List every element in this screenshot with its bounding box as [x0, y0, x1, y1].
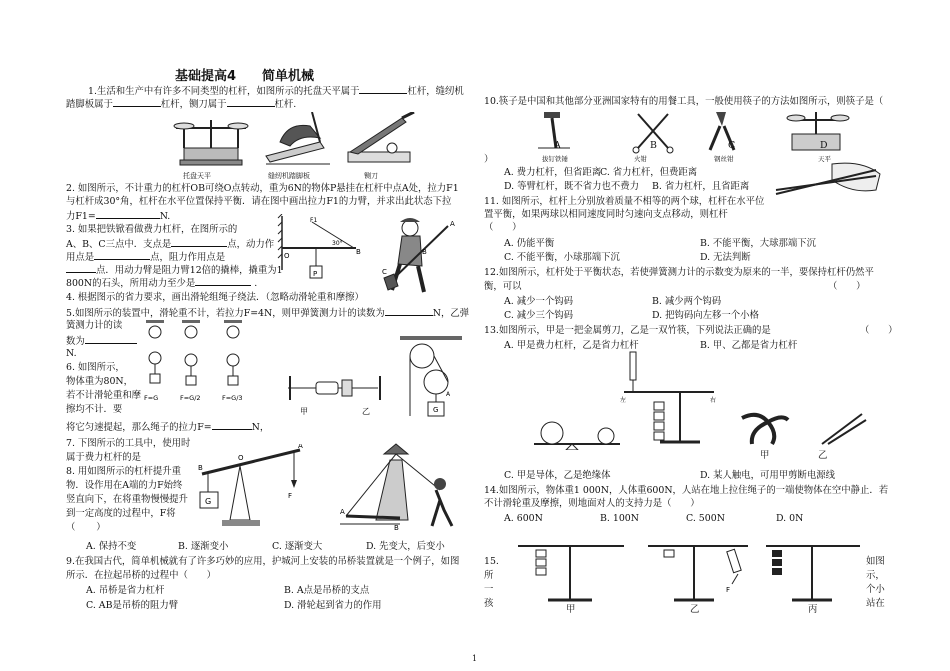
q10-option-a: A. 费力杠杆，但省距离	[504, 167, 602, 178]
caption-scale: 天平	[818, 155, 831, 163]
q12-paren: （ ）	[828, 281, 866, 292]
q5-line1: 5.如图所示的装置中，滑轮重不计，若拉力F=4N，则甲弹簧测力计的读数为 N，乙弹	[66, 308, 470, 319]
q9-line2: 所示．在拉起吊桥的过程中（ ）	[66, 570, 217, 581]
label-b: B	[356, 248, 361, 256]
label-jia: 甲	[300, 407, 308, 416]
label-yi: 乙	[362, 407, 370, 416]
pulley-set-1	[146, 320, 164, 383]
q12-option-b: B. 减少两个钩码	[652, 296, 722, 307]
q8-line5: （ ）	[66, 522, 106, 533]
scale-figure	[787, 112, 849, 150]
label-b: B	[422, 248, 427, 256]
q9-option-c: C. AB是吊桥的阻力臂	[86, 600, 179, 611]
q10-option-d: D. 等臂杠杆，既不省力也不费力	[504, 181, 640, 192]
q8-line2: 物．设作用在A端的力F始终	[66, 480, 183, 491]
q15-left-1: 15.	[484, 556, 499, 567]
q8-lever-figure	[196, 444, 308, 530]
lever-jia	[518, 546, 624, 600]
q15-left-2: 所	[484, 570, 494, 581]
caption-balance: 托盘天平	[183, 172, 211, 180]
q3-shovel-figure	[382, 214, 470, 298]
q14-option-d: D. 0N	[776, 513, 804, 524]
letter-a: A	[554, 140, 561, 151]
label-a: A	[450, 220, 455, 228]
q7-line1: 7. 下图所示的工具中，使用时	[66, 438, 191, 449]
q8-option-b: B. 逐渐变小	[178, 541, 229, 552]
page-title: 基础提高4 简单机械	[175, 69, 315, 84]
q12-lever-figure	[620, 348, 720, 452]
q4-pulley-figures	[140, 320, 260, 406]
q14-line2: 不计滑轮重及摩擦，则地面对人的支持力是（ ）	[484, 498, 700, 509]
q12-option-d: D. 把钩码向左移一个小格	[652, 310, 759, 321]
q10-close-paren: ）	[484, 154, 494, 165]
label-right: 右	[710, 397, 717, 404]
caption-guillotine: 铡刀	[364, 172, 378, 180]
pulley-label-2: F=G/2	[180, 394, 201, 402]
label-yi: 乙	[818, 450, 828, 461]
q6-line4: 擦均不计．要	[66, 404, 123, 415]
q10-option-c: C. 省力杠杆，但费距离	[600, 167, 698, 178]
label-angle: 30°	[332, 240, 343, 247]
q10-option-b: B. 省力杠杆，且省距离	[652, 181, 750, 192]
q11-line1: 11. 如图所示，杠杆上分别放着质量不相等的两个球，杠杆在水平位	[484, 196, 765, 207]
q14-option-c: C. 500N	[686, 513, 725, 524]
q5-spring-scale-figure	[286, 376, 386, 418]
q2-line1: 2. 如图所示，不计重力的杠杆OB可绕O点转动，重为6N的物体P悬挂在杠杆中点A处，拉力F1	[66, 183, 459, 194]
chopsticks-hand-figure	[772, 160, 884, 198]
q3-line1: 3. 如果把铁锨看做费力杠杆，在图所示的	[66, 224, 238, 235]
q12-line1: 12.如图所示，杠杆处于平衡状态，若使弹簧测力计的示数变为原来的一半，要保持杠杆仍然平	[484, 267, 874, 278]
label-a: A	[340, 508, 345, 516]
q2-line2: 与杠杆成30°角，杠杆在水平位置保持平衡．请在图中画出拉力F1的力臂，并求出此状态下拉	[66, 196, 452, 207]
label-o: O	[284, 252, 290, 260]
q10-tool-figures	[530, 108, 860, 154]
sewing-pedal-figure	[266, 112, 330, 164]
q4-text: 4. 根据图示的省力要求，画出滑轮组绳子绕法．（忽略动滑轮重和摩擦）	[66, 292, 364, 303]
q13-option-b: B. 甲、乙都是省力杠杆	[700, 340, 798, 351]
balance-figure	[174, 120, 248, 165]
q5-line3: 数为	[66, 334, 137, 348]
q3-line5: 800N的石头，所用动力至少是 .	[66, 278, 258, 289]
letter-d: D	[820, 140, 828, 151]
q13-option-d: D. 某人触电，可用甲剪断电源线	[700, 470, 836, 481]
caption-tongs: 火钳	[634, 155, 647, 163]
q6-line1: 6. 如图所示，	[66, 362, 125, 373]
letter-c: C	[728, 140, 736, 151]
q8-option-d: D. 先变大，后变小	[366, 541, 445, 552]
q8-option-c: C. 逐渐变大	[272, 541, 323, 552]
caption-hammer: 拔钉铁锤	[542, 155, 568, 163]
label-c: C	[382, 268, 387, 276]
label-o: O	[238, 454, 244, 462]
q15-left-4: 孩	[484, 598, 494, 609]
q8-line1: 8. 用如图所示的杠杆提升重	[66, 466, 182, 477]
pulley-set-2	[182, 320, 200, 385]
letter-b: B	[650, 140, 657, 151]
q11-option-a: A. 仍能平衡	[504, 238, 555, 249]
q6-line2: 物体重为80N，	[66, 376, 134, 387]
label-g: G	[433, 406, 439, 414]
lever-yi	[648, 546, 748, 600]
q6-line3: 若不计滑轮重和摩	[66, 390, 142, 401]
q11-option-c: C. 不能平衡，小球那端下沉	[504, 252, 620, 263]
caption-bing: 丙	[808, 604, 818, 615]
q10-line1: 10.筷子是中国和其他部分亚洲国家特有的用餐工具，一般使用筷子的方法如图所示，则筷子是（	[484, 96, 884, 107]
label-f: F	[726, 586, 731, 594]
q5-line2: 簧测力计的读	[66, 320, 123, 331]
q1-line1: 1.生活和生产中有许多不同类型的杠杆，如图所示的托盘天平属于 杠杆，缝纫机	[88, 86, 464, 97]
caption-yi: 乙	[690, 604, 700, 615]
q13-paren: （ ）	[860, 325, 898, 336]
q14-line1: 14.如图所示，物体重1 000N，人体重600N，人站在地上拉住绳子的一端使物体在空中静止．若	[484, 485, 889, 496]
caption-jia: 甲	[566, 604, 576, 615]
pulley-label-3: F=G/3	[222, 394, 243, 402]
q13-line1: 13.如图所示，甲是一把金属剪刀，乙是一双竹筷，下列说法正确的是	[484, 325, 771, 336]
q9-line1: 9.在我国古代，简单机械就有了许多巧妙的应用，护城河上安装的吊桥装置就是一个例子，如图	[66, 556, 460, 567]
q8-line4: 到一定高度的过程中，F将	[66, 508, 176, 519]
q14-option-b: B. 100N	[600, 513, 639, 524]
pulley-label-1: F=G	[144, 394, 159, 402]
q13-scissors-chopsticks-figure	[738, 410, 868, 446]
q9-drawbridge-figure	[340, 440, 468, 530]
guillotine-figure	[348, 112, 414, 162]
q15-left-3: 一	[484, 584, 494, 595]
q12-line2: 衡，可以	[484, 281, 522, 292]
q15-right-1: 如图	[866, 556, 885, 567]
page-number: 1	[472, 654, 478, 663]
q11-line2: 置平衡，如果两球以相同速度同时匀速向支点移动，则杠杆	[484, 209, 728, 220]
pulley-set-3	[224, 320, 242, 385]
q15-right-2: 示，	[866, 570, 885, 581]
q5-line4: N.	[66, 348, 77, 359]
label-jia: 甲	[760, 450, 770, 461]
q1-figures	[170, 112, 420, 178]
q1-line2: 踏脚板属于 杠杆，铡刀属于 杠杆.	[66, 99, 297, 110]
q7-line2: 属于费力杠杆的是	[66, 452, 142, 463]
q8-line3: 竖直向下，在将重物慢慢提升	[66, 494, 188, 505]
q8-option-a: A. 保持不变	[86, 541, 137, 552]
label-left: 左	[620, 397, 627, 404]
label-a: A	[298, 444, 303, 450]
q3-line3: 用点是 点，阻力作用点是	[66, 252, 226, 263]
q9-option-a: A. 吊桥是省力杠杆	[86, 585, 165, 596]
label-b: B	[198, 464, 203, 472]
caption-sewing-pedal: 缝纫机踏脚板	[268, 172, 310, 180]
q9-option-b: B. A点是吊桥的支点	[284, 585, 370, 596]
q6-pulley-figure	[396, 336, 466, 422]
q3-line4: 点．用动力臂是阻力臂12倍的撬棒，撬重为1	[66, 263, 283, 277]
caption-pliers: 钢丝钳	[714, 155, 734, 163]
q3-line2: A、B、C三点中．支点是 点，动力作	[66, 239, 275, 250]
q2-lever-figure	[276, 214, 364, 290]
q11-option-b: B. 不能平衡，大球那端下沉	[700, 238, 816, 249]
label-a: A	[446, 391, 451, 398]
q11-option-d: D. 无法判断	[700, 252, 751, 263]
label-f1: F1	[310, 217, 318, 224]
q2-line3: 力F1= N.	[66, 211, 171, 222]
q13-option-c: C. 甲是导体，乙是绝缘体	[504, 470, 611, 481]
label-g: G	[205, 497, 212, 506]
q14-option-a: A. 600N	[504, 513, 543, 524]
lever-bing	[766, 546, 860, 600]
q12-option-c: C. 减少三个钩码	[504, 310, 574, 321]
label-f: F	[288, 492, 293, 500]
q6-line5: 将它匀速提起，那么绳子的拉力F= N，	[66, 422, 270, 433]
q15-right-4: 站在	[866, 598, 885, 609]
q9-option-d: D. 滑轮起到省力的作用	[284, 600, 382, 611]
label-b: B	[394, 524, 399, 530]
q11-line3: （ ）	[484, 222, 522, 233]
q13-option-a: A. 甲是费力杠杆，乙是省力杠杆	[504, 340, 639, 351]
q12-option-a: A. 减少一个钩码	[504, 296, 573, 307]
q15-right-3: 个小	[866, 584, 885, 595]
label-p: P	[313, 270, 318, 278]
q11-balls-figure	[532, 420, 622, 450]
